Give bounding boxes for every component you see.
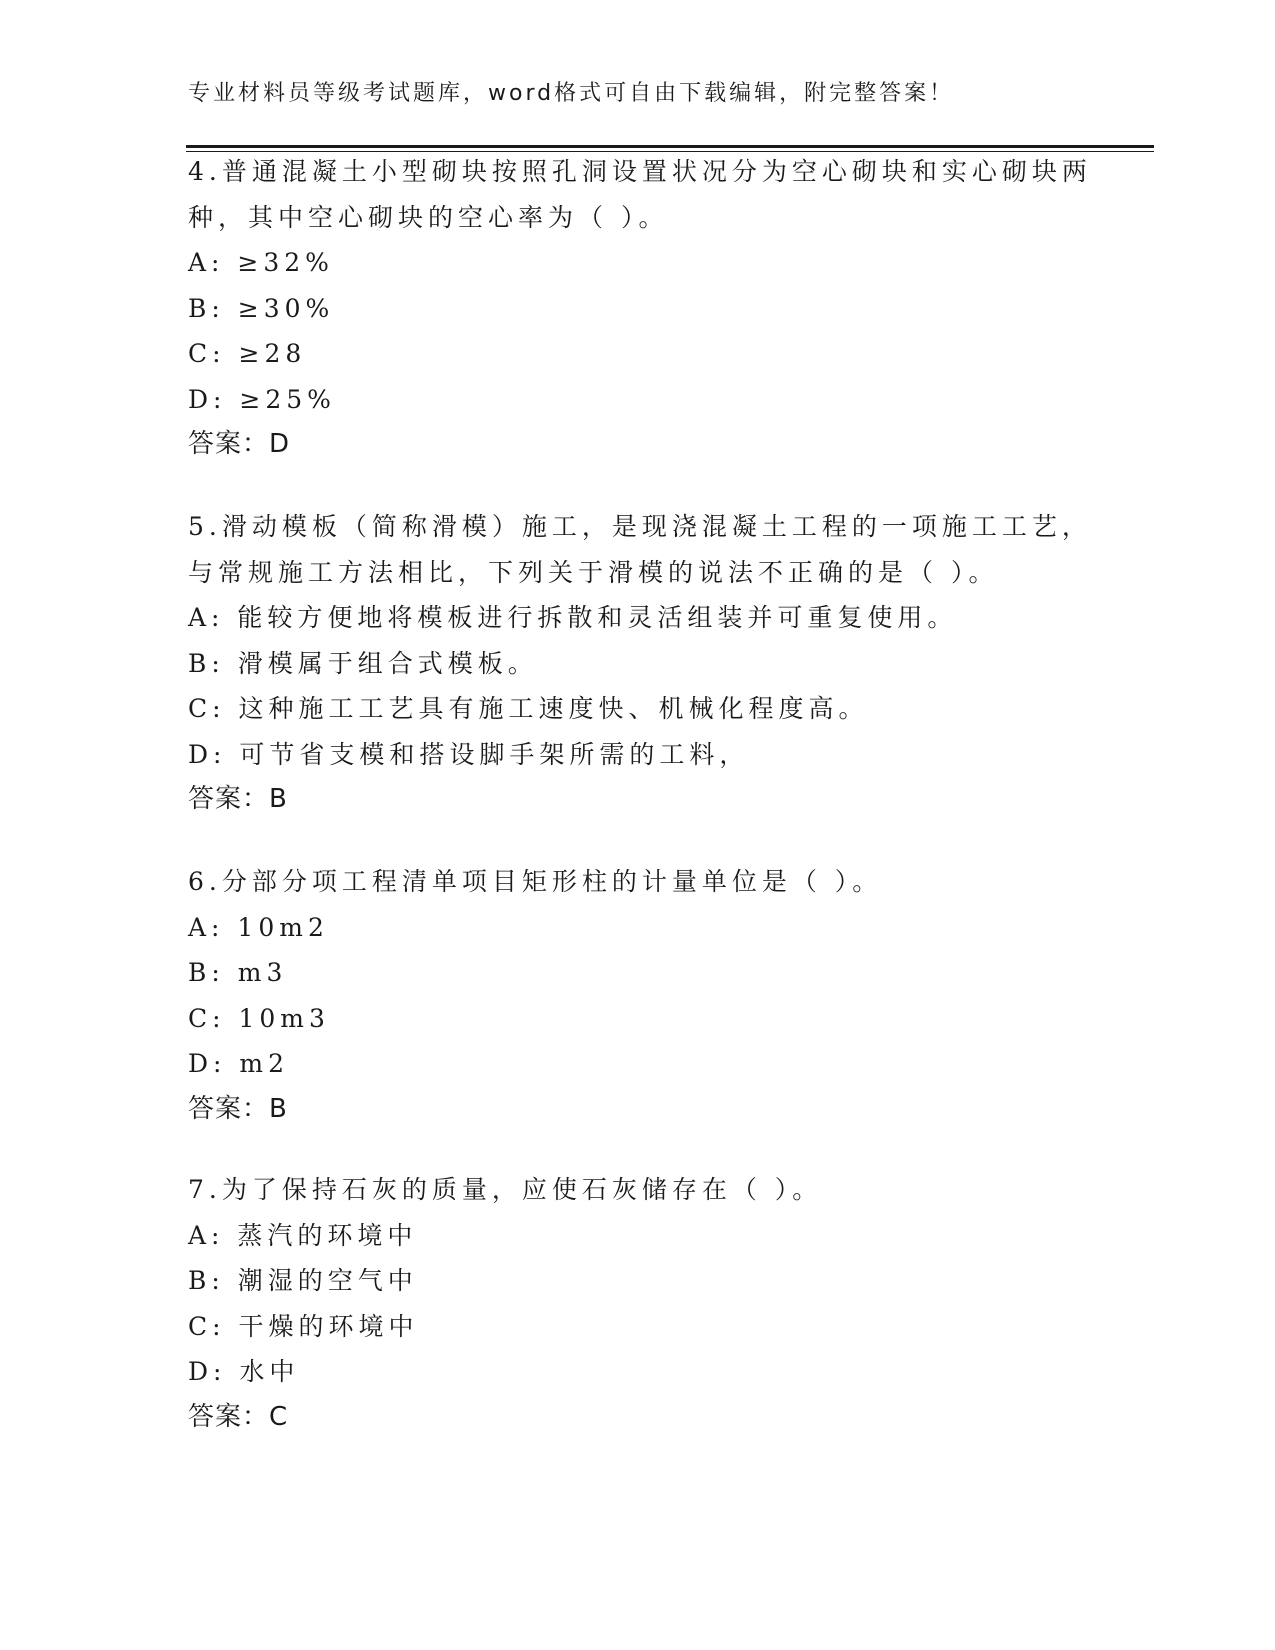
option-c: C: ≥28 [188, 339, 307, 368]
option-d: D: m2 [188, 1049, 290, 1078]
option-a: A: 能较方便地将模板进行拆散和灵活组装并可重复使用。 [188, 603, 958, 632]
question-stem: 与常规施工方法相比，下列关于滑模的说法不正确的是（ ）。 [188, 557, 999, 587]
question-stem: 7.为了保持石灰的质量，应使石灰储存在（ ）。 [188, 1175, 823, 1204]
question-stem: 4.普通混凝土小型砌块按照孔洞设置状况分为空心砌块和实心砌块两 [188, 157, 1092, 186]
answer: 答案：B [188, 1093, 288, 1124]
question-4 [188, 149, 1092, 468]
question-stem: 种，其中空心砌块的空心率为（ ）。 [188, 202, 669, 232]
answer: 答案：C [188, 1401, 289, 1432]
option-a: A: 10m2 [188, 912, 329, 942]
option-c: C: 干燥的环境中 [188, 1311, 419, 1341]
option-b: B: 潮湿的空气中 [188, 1266, 418, 1295]
question-5 [188, 504, 1092, 823]
option-d: D: 水中 [188, 1357, 300, 1386]
option-b: B: ≥30% [188, 293, 335, 323]
answer: 答案：D [188, 429, 291, 459]
option-c: C: 10m3 [188, 1003, 330, 1033]
option-b: B: 滑模属于组合式模板。 [188, 648, 538, 678]
option-a: A: 蒸汽的环境中 [188, 1220, 418, 1250]
option-d: D: ≥25% [188, 384, 336, 414]
question-6 [188, 859, 1088, 1132]
question-stem: 5.滑动模板（简称滑模）施工，是现浇混凝土工程的一项施工工艺， [188, 512, 1092, 541]
question-stem: 6.分部分项工程清单项目矩形柱的计量单位是（ ）。 [188, 867, 883, 896]
question-7 [188, 1167, 1088, 1440]
option-d: D: 可节省支模和搭设脚手架所需的工料， [188, 739, 750, 769]
option-b: B: m3 [188, 958, 288, 987]
header-rule-thick [186, 145, 1154, 148]
option-a: A: ≥32% [188, 248, 334, 277]
option-c: C: 这种施工工艺具有施工速度快、机械化程度高。 [188, 694, 869, 723]
answer: 答案：B [188, 784, 288, 814]
page-header: 专业材料员等级考试题库，word格式可自由下载编辑，附完整答案！ [188, 81, 955, 106]
